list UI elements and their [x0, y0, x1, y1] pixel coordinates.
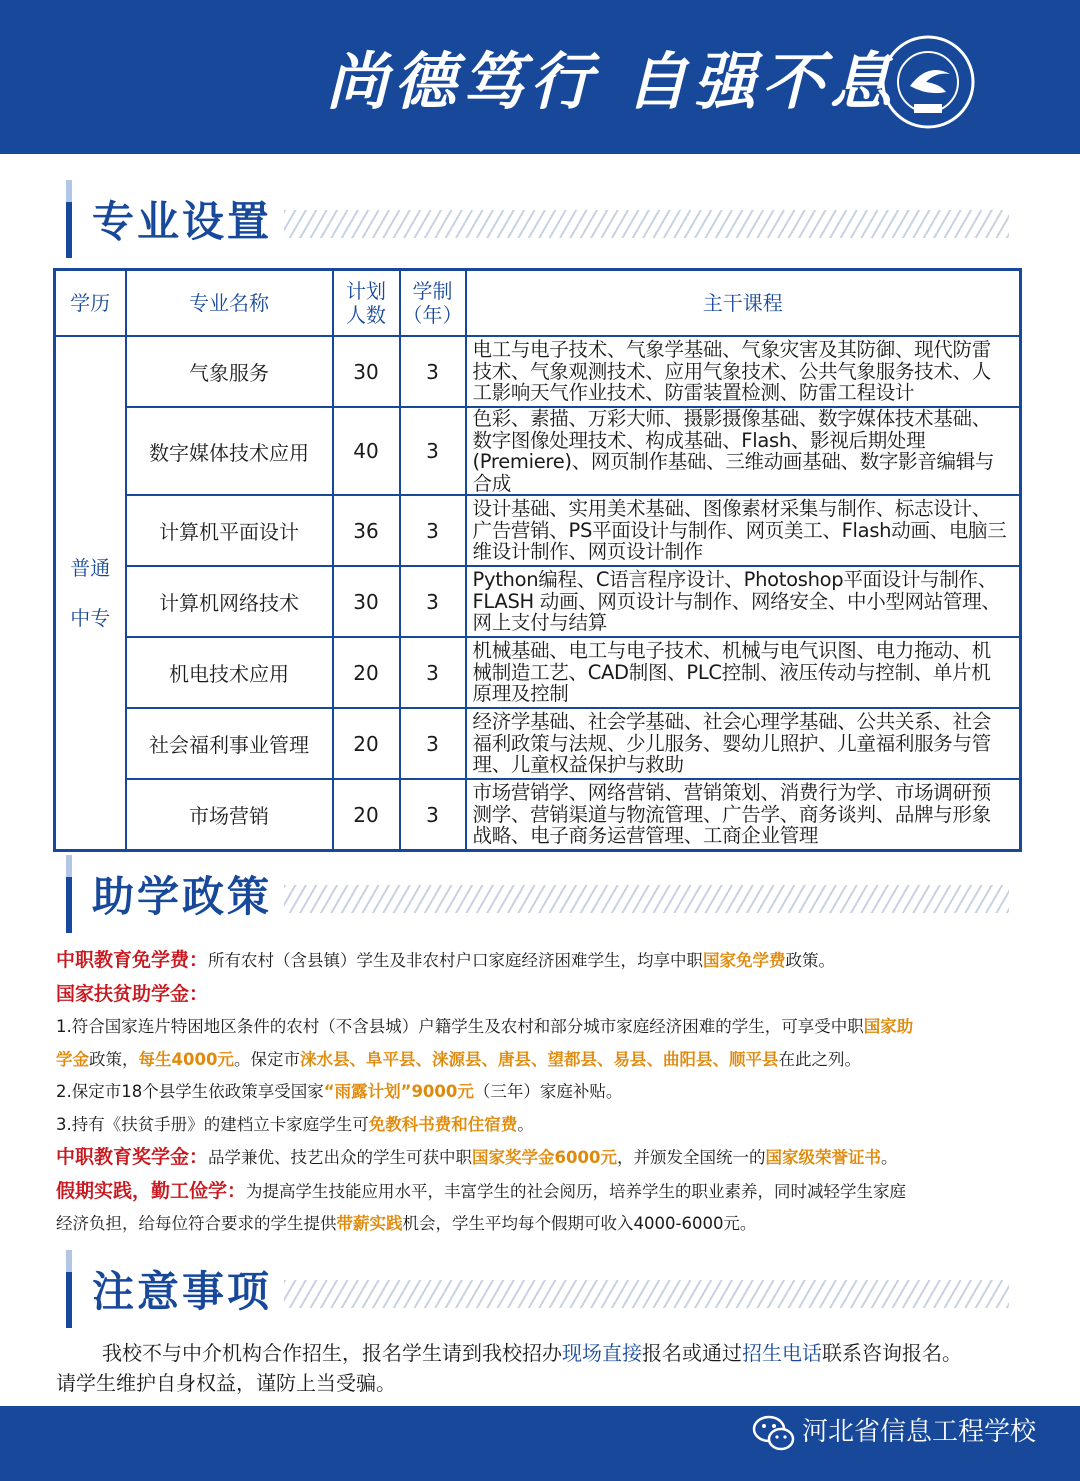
- policy-highlight: 免教科书费和住宿费: [368, 1114, 518, 1134]
- school-motto: 尚德笃行 自强不息: [326, 45, 898, 118]
- policy-label: 中职教育免学费：: [56, 949, 209, 971]
- decorative-hatch: [284, 210, 1009, 238]
- policy-highlight: 国家奖学金6000元: [472, 1148, 617, 1167]
- major-name: 计算机网络技术: [126, 566, 333, 637]
- policy-highlight: 国家级荣誉证书: [765, 1148, 881, 1167]
- policy-text: 1.符合国家连片特困地区条件的农村（不含县城）户籍学生及农村和部分城市家庭经济困难的学生，可享受中职: [56, 1017, 864, 1036]
- years: 3: [400, 637, 466, 708]
- policy-work-study-cont: [56, 1208, 1036, 1241]
- policy-text: 。: [880, 1148, 898, 1167]
- level-line1: 普通: [70, 556, 111, 580]
- notice-section-title: 注意事项: [92, 1267, 273, 1316]
- plan-count: 20: [333, 637, 400, 708]
- courses: 机械基础、电工与电子技术、机械与电气识图、电力拖动、机械制造工艺、CAD制图、PLC控制、液压传动与控制、单片机原理及控制: [466, 637, 1021, 708]
- policy-text: 机会，学生平均每个假期可收入4000-6000元。: [402, 1214, 757, 1233]
- notice-text: 我校不与中介机构合作招生，报名学生请到我校招办: [102, 1341, 562, 1365]
- courses: Python编程、C语言程序设计、Photoshop平面设计与制作、FLASH 动画、网页设计与制作、网络安全、中小型网站管理、网上支付与结算: [466, 566, 1021, 637]
- section-accent-bar: [66, 202, 72, 258]
- plan-count: 40: [333, 407, 400, 495]
- policy-highlight: 涞水县、阜平县、涞源县、唐县、望都县、易县、曲阳县、顺平县: [299, 1049, 779, 1069]
- table-row: [55, 495, 1021, 566]
- courses: 经济学基础、社会学基础、社会心理学基础、公共关系、社会福利政策与法规、少儿服务、婴幼儿照护、儿童福利服务与管理、儿童权益保护与救助: [466, 708, 1021, 779]
- header-courses: 主干课程: [466, 270, 1021, 337]
- header-plan-line1: 计划: [346, 279, 386, 303]
- section-accent-bar: [66, 1272, 72, 1328]
- years: 3: [400, 779, 466, 851]
- notice-content: [56, 1338, 1036, 1398]
- courses: 电工与电子技术、气象学基础、气象灾害及其防御、现代防雷技术、气象观测技术、应用气象技术、公共气象服务技术、人工影响天气作业技术、防雷装置检测、防雷工程设计: [466, 336, 1021, 407]
- header-years-line1: 学制: [412, 279, 453, 303]
- major-name: 计算机平面设计: [126, 495, 333, 566]
- table-row: [55, 779, 1021, 851]
- policy-text: （三年）家庭补贴。: [473, 1082, 623, 1101]
- major-name: 市场营销: [126, 779, 333, 851]
- level-line2: 中专: [70, 606, 111, 630]
- years: 3: [400, 566, 466, 637]
- majors-section-title: 专业设置: [92, 197, 273, 246]
- header-plan-count: [333, 270, 400, 337]
- notice-text: 报名或通过: [642, 1341, 742, 1365]
- header-plan-line2: 人数: [346, 303, 386, 327]
- notice-line-1: [56, 1338, 1036, 1368]
- table-row: [55, 708, 1021, 779]
- notice-highlight: 现场直接: [562, 1341, 642, 1365]
- plan-count: 20: [333, 779, 400, 851]
- policy-text: 品学兼优、技艺出众的学生可获中职: [208, 1148, 473, 1167]
- table-row: [55, 566, 1021, 637]
- policy-grant-item-2: [56, 1076, 1036, 1109]
- policy-highlight: “雨露计划”9000元: [323, 1082, 474, 1101]
- policy-highlight: 带薪实践: [336, 1214, 403, 1233]
- notice-text: 联系咨询报名。: [822, 1341, 962, 1365]
- policy-text: 2.保定市18个县学生依政策享受国家: [56, 1082, 324, 1101]
- policy-highlight: 学金: [56, 1049, 89, 1069]
- years: 3: [400, 708, 466, 779]
- policy-label: 中职教育奖学金：: [56, 1146, 209, 1168]
- section-accent-bar: [66, 877, 72, 933]
- major-name: 机电技术应用: [126, 637, 333, 708]
- header-years: [400, 270, 466, 337]
- policy-text: 3.持有《扶贫手册》的建档立卡家庭学生可: [56, 1114, 369, 1134]
- courses: 色彩、素描、万彩大师、摄影摄像基础、数字媒体技术基础、数字图像处理技术、构成基础、Flash、影视后期处理(Premiere)、网页制作基础、三维动画基础、数字影音编辑与合成: [466, 407, 1021, 495]
- policy-grant-item-1-cont: [56, 1044, 1036, 1077]
- policy-section-header: [62, 855, 1022, 935]
- policy-poverty-grant-heading: [56, 978, 1036, 1012]
- policy-tuition-free: [56, 944, 1036, 978]
- policy-work-study: [56, 1175, 1036, 1209]
- years: 3: [400, 495, 466, 566]
- header-level: 学历: [55, 270, 126, 337]
- majors-section-header: [62, 180, 1022, 260]
- decorative-hatch: [284, 885, 1009, 913]
- policy-text: 为提高学生技能应用水平，丰富学生的社会阅历，培养学生的职业素养，同时减轻学生家庭: [246, 1181, 907, 1201]
- policy-text: 在此之列。: [778, 1049, 861, 1069]
- majors-table: [53, 268, 1022, 852]
- major-name: 社会福利事业管理: [126, 708, 333, 779]
- wechat-account-name: 河北省信息工程学校: [802, 1417, 1037, 1447]
- level-cell: [55, 336, 126, 851]
- policy-text: 政策，: [89, 1049, 139, 1069]
- policy-grant-item-1: [56, 1011, 1036, 1044]
- policy-grant-item-3: [56, 1109, 1036, 1142]
- decorative-hatch: [284, 1280, 1009, 1308]
- plan-count: 20: [333, 708, 400, 779]
- major-name: 气象服务: [126, 336, 333, 407]
- policy-text: 。: [517, 1114, 534, 1134]
- policy-label: 国家扶贫助学金：: [56, 982, 209, 1005]
- notice-highlight: 招生电话: [742, 1341, 822, 1365]
- courses: 市场营销学、网络营销、营销策划、消费行为学、市场调研预测学、营销渠道与物流管理、广告学、商务谈判、品牌与形象战略、电子商务运营管理、工商企业管理: [466, 779, 1021, 851]
- years: 3: [400, 407, 466, 495]
- courses: 设计基础、实用美术基础、图像素材采集与制作、标志设计、广告营销、PS平面设计与制作、网页美工、Flash动画、电脑三维设计制作、网页设计制作: [466, 495, 1021, 566]
- policy-text: 所有农村（含县镇）学生及非农村户口家庭经济困难学生，均享中职: [208, 951, 704, 970]
- policy-section-title: 助学政策: [92, 872, 273, 921]
- policy-text: 。保定市: [233, 1049, 300, 1069]
- header-years-line2: （年）: [402, 303, 463, 327]
- notice-line-2: 请学生维护自身权益，谨防上当受骗。: [56, 1371, 396, 1395]
- school-emblem-icon: [880, 34, 976, 130]
- table-row: [55, 336, 1021, 407]
- years: 3: [400, 336, 466, 407]
- policy-label: 假期实践，勤工俭学：: [56, 1179, 247, 1202]
- policy-highlight: 国家助: [863, 1017, 914, 1036]
- notice-section-header: [62, 1250, 1022, 1330]
- table-row: [55, 637, 1021, 708]
- plan-count: 30: [333, 336, 400, 407]
- policy-text: 经济负担，给每位符合要求的学生提供: [56, 1214, 337, 1233]
- policy-text: ，并颁发全国统一的: [616, 1148, 766, 1167]
- plan-count: 30: [333, 566, 400, 637]
- policy-scholarship: [56, 1141, 1036, 1175]
- top-banner: [0, 0, 1080, 154]
- major-name: 数字媒体技术应用: [126, 407, 333, 495]
- table-row: [55, 407, 1021, 495]
- policy-text: 政策。: [785, 951, 836, 970]
- header-major-name: 专业名称: [126, 270, 333, 337]
- policy-highlight: 国家免学费: [703, 951, 786, 970]
- table-header-row: [55, 270, 1021, 337]
- policy-content: [56, 944, 1036, 1241]
- policy-highlight: 每生4000元: [138, 1049, 234, 1069]
- wechat-icon: [752, 1414, 796, 1452]
- plan-count: 36: [333, 495, 400, 566]
